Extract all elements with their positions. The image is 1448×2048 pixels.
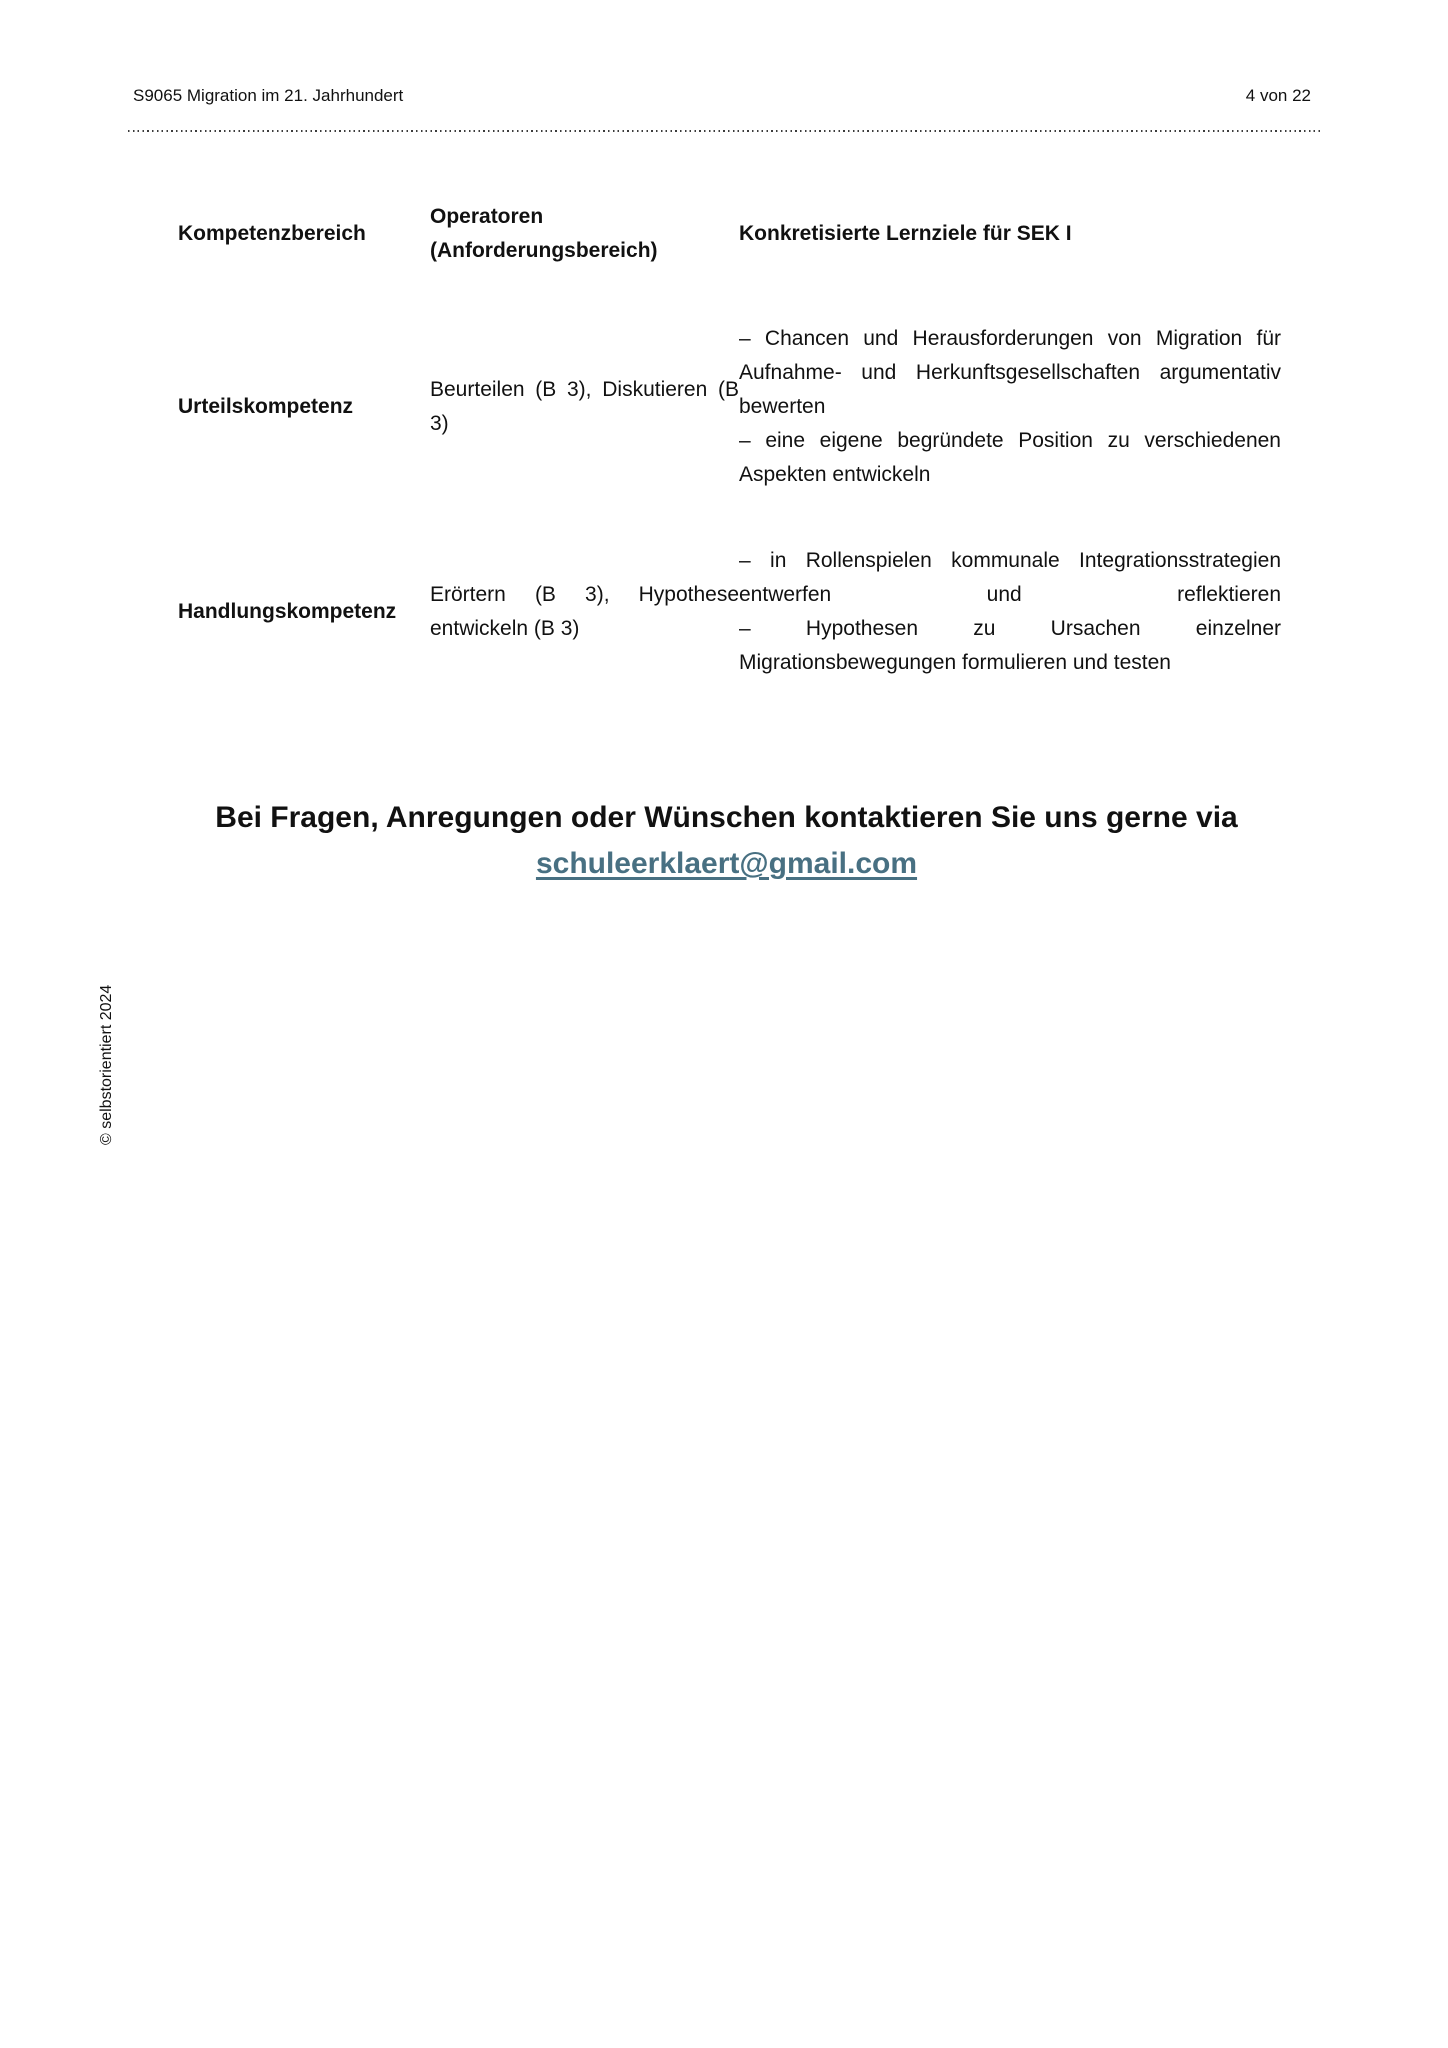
cell-operatoren: Erörtern (B 3), Hypothese entwickeln (B 3) — [430, 583, 739, 640]
cell-lernziele — [739, 296, 1285, 518]
document-title: S9065 Migration im 21. Jahrhundert — [133, 86, 404, 105]
lernziel-item: – eine eigene begründete Position zu verschiedenen Aspekten entwickeln — [739, 429, 1281, 486]
cell-kompetenzbereich: Urteilskompetenz — [178, 395, 354, 418]
column-header-kompetenzbereich: Kompetenzbereich — [178, 222, 366, 245]
lernziel-item: – Chancen und Herausforderungen von Migration für Aufnahme- und Herkunftsgesellschaften argumentativ bewerten — [739, 327, 1281, 418]
copyright-vertical-text: © selbstorientiert 2024 — [98, 984, 115, 1145]
contact-email-line — [133, 841, 1320, 887]
cell-operatoren: Beurteilen (B 3), Diskutieren (B 3) — [430, 378, 739, 435]
column-header-operatoren: Operatoren (Anforderungsbereich) — [430, 205, 658, 262]
page-number: 4 von 22 — [1245, 86, 1311, 105]
lernziel-item: – in Rollenspielen kommunale Integrationsstrategien entwerfen und reflektieren — [739, 549, 1281, 606]
header-divider — [128, 130, 1320, 132]
contact-message: Bei Fragen, Anregungen oder Wünschen kontaktieren Sie uns gerne via — [215, 801, 1238, 834]
table-header-row — [178, 172, 1285, 296]
cell-lernziele — [739, 518, 1285, 706]
table-row — [178, 518, 1285, 706]
competency-table — [178, 172, 1285, 706]
table-body — [178, 296, 1285, 706]
contact-block — [133, 795, 1320, 887]
running-header — [133, 84, 1311, 108]
cell-kompetenzbereich: Handlungskompetenz — [178, 600, 397, 623]
table-row — [178, 296, 1285, 518]
lernziel-item: – Hypothesen zu Ursachen einzelner Migrationsbewegungen formulieren und testen — [739, 617, 1281, 674]
contact-email-link[interactable]: schuleerklaert@gmail.com — [535, 847, 918, 880]
column-header-lernziele: Konkretisierte Lernziele für SEK I — [739, 222, 1072, 245]
